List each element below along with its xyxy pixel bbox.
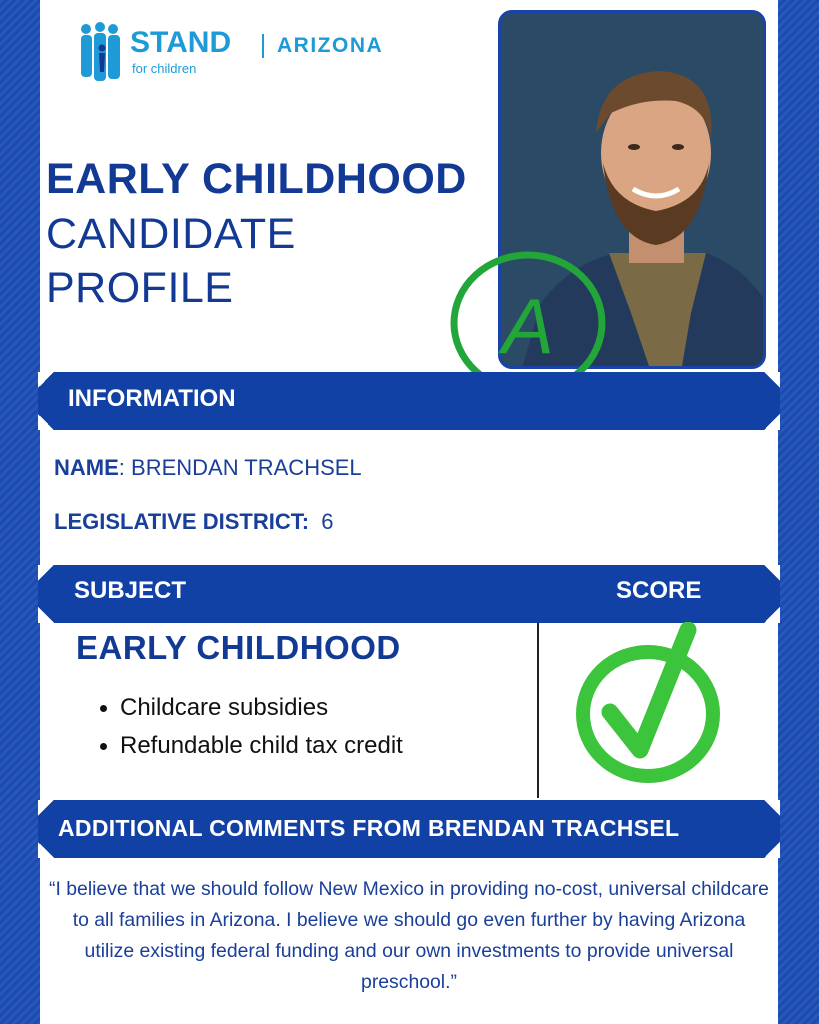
column-divider — [537, 623, 539, 798]
information-heading: INFORMATION — [68, 385, 236, 412]
district-value: 6 — [321, 509, 334, 534]
banner-notch-left — [38, 372, 54, 430]
logo-separator — [262, 34, 264, 58]
name-label: NAME — [54, 455, 119, 480]
district-label: LEGISLATIVE DISTRICT: — [54, 509, 310, 534]
logo-state-text: ARIZONA — [277, 34, 384, 57]
family-figures-icon — [78, 20, 126, 84]
candidate-name-row — [54, 457, 362, 479]
candidate-name: BRENDAN TRACHSEL — [124, 455, 362, 480]
checkmark-icon — [570, 622, 730, 787]
page-title: EARLY CHILDHOOD — [46, 155, 467, 203]
information-banner — [38, 372, 780, 430]
banner-notch-right — [764, 800, 780, 858]
left-border — [0, 0, 40, 1024]
grade-letter: A — [501, 282, 555, 370]
page-subtitle-line2: PROFILE — [46, 264, 234, 312]
list-item: Refundable child tax credit — [98, 727, 403, 765]
subject-banner — [38, 565, 780, 623]
list-item: Childcare subsidies — [98, 689, 403, 727]
banner-notch-left — [38, 800, 54, 858]
comments-banner — [38, 800, 780, 858]
subject-title: EARLY CHILDHOOD — [76, 629, 401, 666]
logo-stand-text: STAND — [130, 26, 232, 59]
logo-for-children-text: for children — [132, 61, 197, 76]
name-separator: : — [118, 455, 125, 480]
banner-notch-right — [764, 565, 780, 623]
comments-heading: ADDITIONAL COMMENTS FROM BRENDAN TRACHSEL — [58, 815, 680, 841]
stand-logo[interactable] — [78, 20, 408, 86]
score-heading: SCORE — [616, 577, 702, 604]
candidate-quote: “I believe that we should follow New Mexico in providing no-cost, universal childcare to all families in Arizona. I believe we should go even further by having Arizona utilize existing federal funding and our own investments to provide universal preschool.” — [49, 878, 769, 993]
subject-list — [98, 689, 403, 765]
district-row — [54, 511, 334, 533]
page-subtitle-line1: CANDIDATE — [46, 210, 296, 258]
subject-heading: SUBJECT — [74, 577, 187, 604]
right-border — [778, 0, 819, 1024]
banner-notch-right — [764, 372, 780, 430]
profile-card — [40, 0, 778, 1024]
banner-notch-left — [38, 565, 54, 623]
